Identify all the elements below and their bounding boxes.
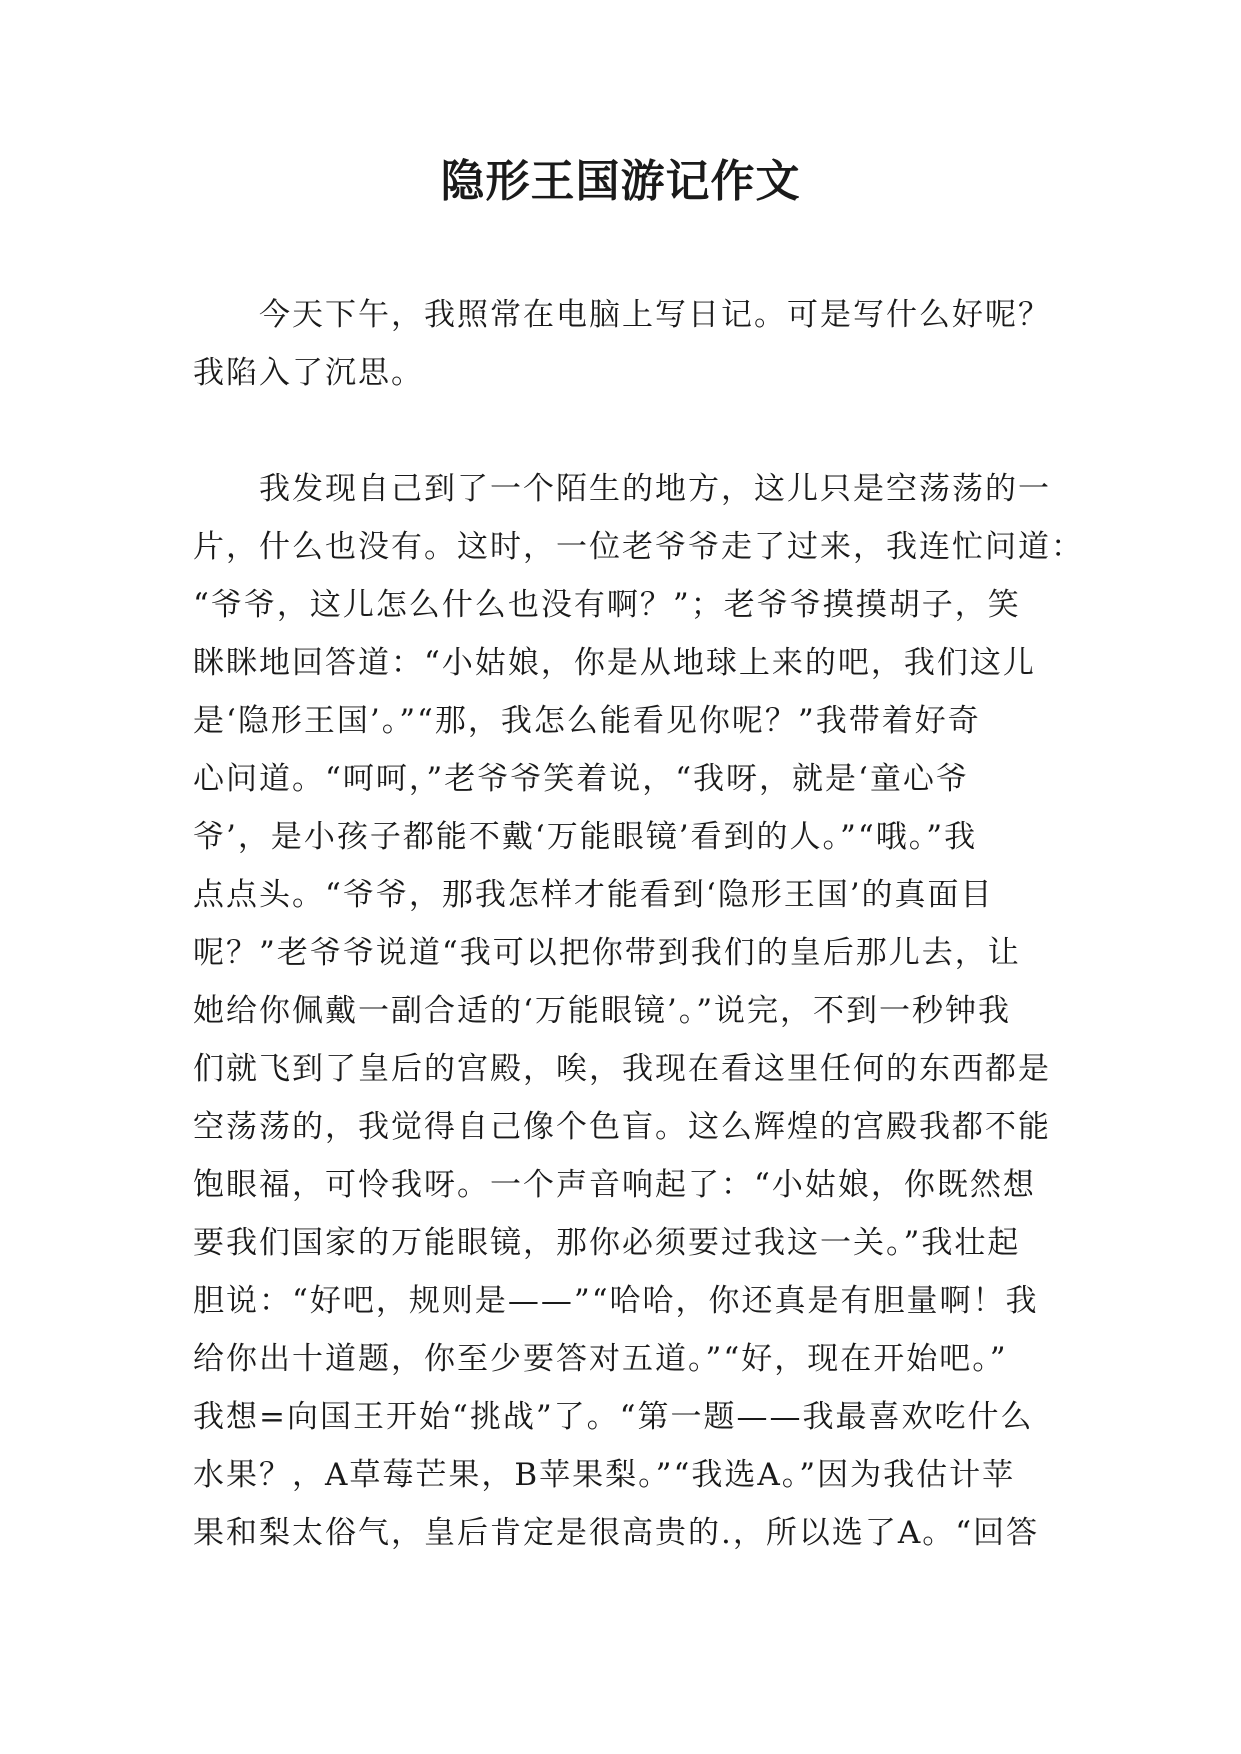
paragraph-line: 是‘隐形王国’。”“那，我怎么能看见你呢？”我带着好奇 [193, 703, 981, 739]
paragraph-line: 我陷入了沉思。 [193, 355, 424, 391]
document-title: 隐形王国游记作文 [440, 156, 801, 207]
paragraph-1 [193, 286, 1050, 402]
paragraph-line: “爷爷，这儿怎么什么也没有啊？”；老爷爷摸摸胡子，笑 [193, 587, 1021, 623]
paragraph-line: 片，什么也没有。这时，一位老爷爷走了过来，我连忙问道： [193, 529, 1084, 565]
paragraph-line: 们就飞到了皇后的宫殿，唉，我现在看这里任何的东西都是 [193, 1051, 1051, 1087]
paragraph-line: 今天下午，我照常在电脑上写日记。可是写什么好呢？ [259, 297, 1051, 333]
paragraph-line: 水果？，A草莓芒果，B苹果梨。”“我选A。”因为我估计苹 [193, 1457, 1016, 1493]
paragraph-line: 呢？”老爷爷说道“我可以把你带到我们的皇后那儿去，让 [193, 935, 1021, 971]
paragraph-line: 饱眼福，可怜我呀。一个声音响起了：“小姑娘，你既然想 [193, 1167, 1036, 1203]
paragraph-line: 空荡荡的，我觉得自己像个色盲。这么辉煌的宫殿我都不能 [193, 1109, 1051, 1145]
paragraph-line: 她给你佩戴一副合适的‘万能眼镜’。”说完，不到一秒钟我 [193, 993, 1012, 1029]
paragraph-line: 要我们国家的万能眼镜，那你必须要过我这一关。”我壮起 [193, 1225, 1021, 1261]
paragraph-line: 胆说：“好吧，规则是——”“哈哈，你还真是有胆量啊！我 [193, 1283, 1039, 1319]
paragraph-line: 我发现自己到了一个陌生的地方，这儿只是空荡荡的一 [259, 471, 1051, 507]
paragraph-line: 眯眯地回答道：“小姑娘，你是从地球上来的吧，我们这儿 [193, 645, 1036, 681]
paragraph-line: 爷’，是小孩子都能不戴‘万能眼镜’看到的人。”“哦。”我 [193, 819, 978, 855]
paragraph-2 [193, 460, 1084, 1562]
paragraph-line: 给你出十道题，你至少要答对五道。”“好，现在开始吧。” [193, 1341, 1008, 1377]
paragraph-line: 果和梨太俗气，皇后肯定是很高贵的.，所以选了A。“回答 [193, 1515, 1040, 1551]
paragraph-line: 心问道。“呵呵，”老爷爷笑着说，“我呀，就是‘童心爷 [193, 761, 969, 797]
paragraph-line: 我想=向国王开始“挑战”了。“第一题——我最喜欢吃什么 [193, 1399, 1034, 1435]
paragraph-line: 点点头。“爷爷，那我怎样才能看到‘隐形王国’的真面目 [193, 877, 994, 913]
